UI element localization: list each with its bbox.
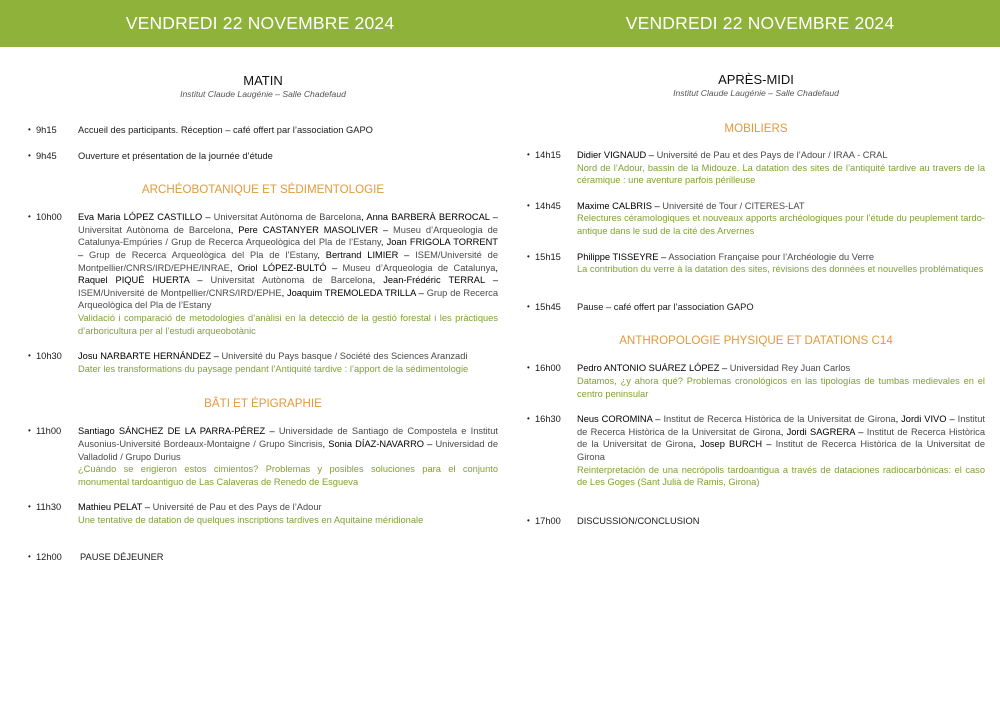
author-name: Eva Maria LÓPEZ CASTILLO – [78, 212, 214, 223]
program-entry [527, 515, 985, 528]
entry-authors [577, 362, 985, 375]
affiliation: Grup de Recerca Arqueològica del Pla de l’Estany [78, 287, 498, 311]
program-entry [28, 501, 498, 526]
author-name: , Pere CASTANYER MASOLIVER – [230, 224, 394, 235]
program-entry [28, 124, 498, 137]
section-title: BÂTI ET ÉPIGRAPHIE [204, 397, 322, 411]
entry-time: 17h00 [535, 515, 561, 526]
author-name: , Jordi VIVO – [895, 414, 958, 425]
entry-text: Accueil des participants. Réception – café offert par l’association GAPO [78, 125, 373, 135]
author-name: , Joaquim TREMOLEDA TRILLA – [281, 287, 427, 298]
author-name: , Jean-Frédéric TERRAL – [372, 275, 498, 286]
entry-text: Pause – café offert par l’association GAPO [577, 301, 754, 312]
author-name: Santiago SÁNCHEZ DE LA PARRA-PÉREZ – [78, 426, 279, 437]
author-name: , Anna BARBERÀ BERROCAL – [361, 212, 498, 223]
entry-time: 16h00 [535, 363, 561, 374]
affiliation: Université de Tour / CITERES-LAT [662, 200, 805, 211]
section-title: ANTHROPOLOGIE PHYSIQUE ET DATATIONS C14 [619, 334, 893, 348]
affiliation: Institut de Recerca Històrica de la Universitat de Girona [577, 439, 986, 462]
bullet-icon: • [28, 125, 31, 134]
entry-text: DISCUSSION/CONCLUSION [577, 515, 700, 526]
section-title: ARCHÉOBOTANIQUE ET SÉDIMENTOLOGIE [141, 183, 385, 197]
affiliation: Grup de Recerca Arqueològica del Pla de l’Estany [89, 249, 318, 260]
talk-title: Datamos, ¿y ahora qué? Problemas cronológicos en las tipologías de tumbas medievales en el centro peninsular [577, 375, 985, 399]
talk-title: Une tentative de datation de quelques inscriptions tardives en Aquitaine méridionale [78, 514, 424, 525]
talk-title: La contribution du verre à la datation des sites, révisions des données et nouvelles problématiques [577, 264, 984, 275]
date-banner-right [520, 0, 1000, 47]
affiliation: Association Française pour l’Archéologie du Verre [668, 251, 874, 262]
program-entry [527, 200, 985, 238]
talk-title: Dater les transformations du paysage pendant l’Antiquité tardive : l’apport de la sédimentologie [78, 363, 469, 374]
program-entry [28, 211, 498, 337]
entry-text: PAUSE DÉJEUNER [80, 552, 164, 563]
entry-authors [78, 425, 498, 463]
afternoon-column [527, 47, 985, 527]
entry-authors [78, 350, 498, 363]
entry-authors [577, 149, 985, 162]
talk-title: Reinterpretación de una necrópolis tardoantigua a través de dataciones radiocarbónicas: el caso de Les Goges (Sant Julià de Ramis, Girona) [577, 464, 985, 488]
author-name: , Josep BURCH – [693, 439, 776, 450]
author-name: Pedro ANTONIO SUÁREZ LÓPEZ – [577, 363, 730, 374]
bullet-icon: • [28, 426, 31, 436]
entry-authors [577, 413, 985, 463]
morning-column [28, 47, 498, 564]
author-name: , Joan FRIGOLA TORRENT – [78, 237, 498, 260]
section-title: MOBILIERS [724, 122, 788, 135]
entry-time: 11h30 [36, 502, 62, 513]
date-heading-left: VENDREDI 22 NOVEMBRE 2024 [125, 13, 395, 33]
bullet-icon: • [527, 200, 530, 210]
session-title: MATIN [243, 73, 283, 88]
program-entry [28, 150, 498, 163]
author-name: Josu NARBARTE HERNÁNDEZ – [78, 351, 222, 362]
entry-time: 15h15 [535, 251, 561, 262]
entry-time: 9h15 [36, 125, 57, 135]
bullet-icon: • [527, 515, 530, 525]
affiliation: ISEM/Université de Montpellier/CNRS/IRD/EPHE [78, 287, 282, 298]
affiliation: Institut de Recerca Històrica de la Universitat de Girona [663, 414, 896, 425]
affiliation: Universitat Autònoma de Barcelona [213, 212, 362, 223]
talk-title: Relectures céramologiques et nouveaux apports archéologiques pour l’étude du peuplement tardo-antique dans le sud de la cité des Arvernes [577, 213, 985, 236]
author-name: Philippe TISSEYRE – [577, 251, 669, 262]
affiliation: Université de Pau et des Pays de l’Adour / IRAA - CRAL [656, 150, 888, 160]
program-entry [28, 425, 498, 488]
program-entry [527, 251, 985, 276]
entry-time: 15h45 [535, 301, 561, 312]
affiliation: Universidade de Santiago de Compostela e Institut Ausonius-Université Bordeaux-Montaigne / Grupo Sincrisis [78, 426, 498, 449]
entry-authors [78, 211, 498, 312]
program-entry [527, 413, 985, 489]
affiliation: Museu d’Arqueologia de Catalunya [342, 262, 496, 273]
morning-header [28, 73, 498, 100]
bullet-icon: • [28, 212, 31, 222]
bullet-icon: • [28, 150, 31, 160]
entry-time: 9h45 [36, 150, 57, 161]
affiliation: Institut de Recerca Històrica de la Universitat de Girona [577, 414, 986, 437]
entry-time: 10h30 [36, 351, 62, 362]
bullet-icon: • [28, 502, 31, 512]
session-location: Institut Claude Laugénie – Salle Chadefaud [673, 88, 839, 98]
afternoon-header [527, 72, 985, 99]
entry-time: 11h00 [36, 426, 62, 437]
entry-authors [577, 200, 985, 213]
affiliation: Universitat Autònoma de Barcelona [78, 224, 231, 235]
date-heading-right: VENDREDI 22 NOVEMBRE 2024 [625, 13, 895, 33]
author-name: Mathieu PELAT – [78, 502, 153, 513]
entry-time: 14h45 [535, 200, 561, 211]
affiliation: Universidad de Valladolid / Grupo Durius [78, 438, 498, 462]
session-location: Institut Claude Laugénie – Salle Chadefaud [180, 89, 346, 99]
bullet-icon: • [527, 301, 530, 311]
entry-time: 16h30 [535, 414, 561, 425]
author-name: , Jordi SAGRERA – [780, 426, 867, 437]
author-name: Neus COROMINA – [577, 414, 664, 425]
program-entry [527, 362, 985, 400]
bullet-icon: • [527, 414, 530, 424]
affiliation: ISEM/Université de Montpellier/CNRS/IRD/EPHE/INRAE [78, 249, 498, 273]
entry-time: 12h00 [36, 552, 62, 563]
author-name: , Oriol LÓPEZ-BULTÓ – [229, 262, 343, 273]
date-banner-left [0, 0, 520, 47]
entry-authors [577, 251, 985, 264]
entry-time: 14h15 [535, 150, 561, 160]
author-name: , Raquel PIQUÉ HUERTA – [78, 262, 498, 286]
program-entry [28, 551, 498, 564]
author-name: , Sonia DÍAZ-NAVARRO – [322, 438, 436, 449]
author-name: , Bertrand LIMIER – [317, 249, 416, 260]
affiliation: Museu d’Arqueologia de Catalunya-Empúries / Grup de Recerca Arqueològica del Pla de l’Estany [78, 224, 498, 248]
author-name: Didier VIGNAUD – [577, 150, 657, 160]
affiliation: Institut de Recerca Històrica de la Universitat de Girona [577, 426, 985, 450]
entry-time: 10h00 [36, 212, 62, 223]
talk-title: ¿Cuándo se erigieron estos cimientos? Problemas y posibles soluciones para el conjunto monumental tardoantiguo de Las Calaveras de Renedo de Esgueva [78, 464, 498, 487]
program-entry [527, 149, 985, 187]
bullet-icon: • [527, 363, 530, 373]
bullet-icon: • [527, 150, 530, 159]
talk-title: Validació i comparació de metodologies d’anàlisi en la detecció de la gestió forestal i les pràctiques d’arboricultura per al l’estudi arqueobotànic [78, 312, 498, 336]
entry-text: Ouverture et présentation de la journée d’étude [78, 150, 273, 161]
affiliation: Université du Pays basque / Société des Sciences Aranzadi [221, 351, 468, 362]
program-entry [28, 350, 498, 375]
bullet-icon: • [28, 552, 31, 562]
author-name: Maxime CALBRIS – [577, 200, 663, 211]
program-entry [527, 301, 985, 314]
talk-title: Nord de l’Adour, bassin de la Midouze. La datation des sites de l’antiquité tardive au travers de la céramique : une aventure parfois périlleuse [577, 162, 985, 186]
affiliation: Universidad Rey Juan Carlos [729, 363, 851, 374]
bullet-icon: • [527, 251, 530, 261]
bullet-icon: • [28, 351, 31, 361]
session-title: APRÈS-MIDI [718, 72, 794, 87]
affiliation: Universitat Autònoma de Barcelona [210, 275, 373, 286]
entry-authors [78, 501, 498, 514]
affiliation: Université de Pau et des Pays de l’Adour [152, 502, 322, 513]
